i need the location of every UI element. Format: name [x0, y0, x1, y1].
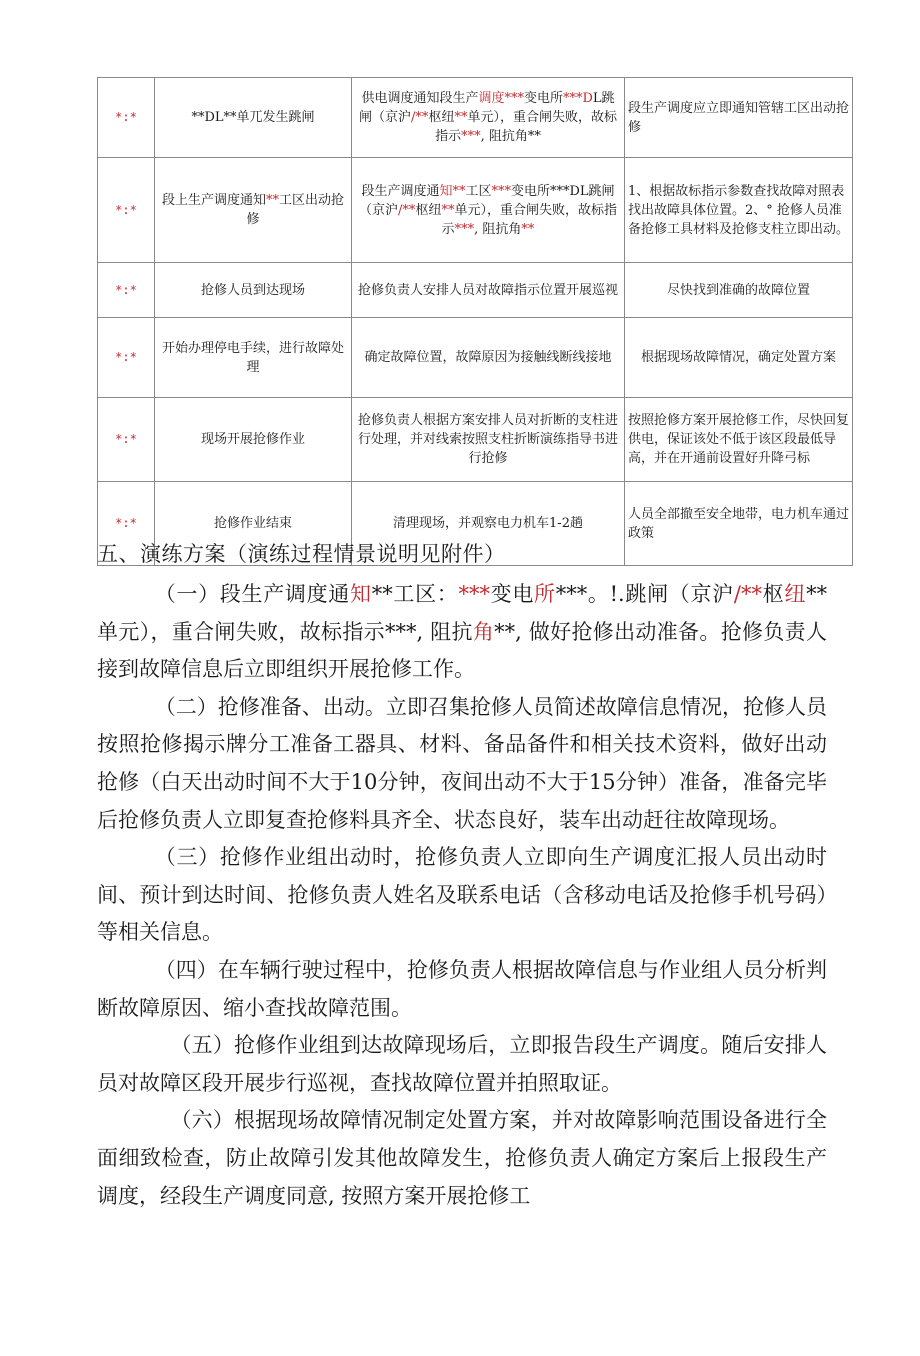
requirement-cell: 根据现场故障情况，确定处置方案 — [625, 318, 853, 398]
table-row — [98, 158, 853, 263]
paragraph: （六）根据现场故障情况制定处置方案，并对故障影响范围设备进行全面细致检查，防止故障引发其他故障发生，抢修负责人确定方案后上报段生产调度，经段生产调度同意, 按照方案开展抢修工 — [97, 1108, 827, 1208]
time-cell: *:* — [98, 398, 155, 482]
stage-cell: **DL**单兀发生跳闸 — [155, 78, 352, 158]
requirement-cell: 段生产调度应立即通知管辖工区出动抢修 — [625, 78, 853, 158]
table-row — [98, 318, 853, 398]
time-cell: *:* — [98, 158, 155, 263]
stage-cell: 现场开展抢修作业 — [155, 398, 352, 482]
requirement-cell: 1、根据故标指示参数查找故障对照表找出故障具体位置。2、° 抢修人员准备抢修工具材料及抢修支柱立即出动。 — [625, 158, 853, 263]
time-cell: *:* — [98, 263, 155, 318]
action-cell: 供电调度通知段生产调度***变电所***DL跳闸（京沪/**枢纽**单元），重合闸失败，故标指示***, 阻抗角** — [352, 78, 625, 158]
stage-cell: 段上生产调度通知**工区出动抢修 — [155, 158, 352, 263]
stage-cell: 开始办理停电手续，进行故障处理 — [155, 318, 352, 398]
time-cell: *:* — [98, 482, 155, 566]
action-cell: 清理现场，并观察电力机车1-2趟 — [352, 482, 625, 566]
requirement-cell: 尽快找到准确的故障位置 — [625, 263, 853, 318]
stage-cell: 抢修人员到达现场 — [155, 263, 352, 318]
table-row — [98, 398, 853, 482]
paragraph: （一）段生产调度通知**工区：***变电所***。!.跳闸（京沪/**枢纽**单元），重合闸失败，故标指示***, 阻抗角**, 做好抢修出动准备。抢修负责人接到故障信息后立即组织开展抢修工作。 — [97, 582, 828, 682]
requirement-cell: 按照抢修方案开展抢修工作，尽快回复供电，保证该处不低于该区段最低导高，并在开通前设置好升降弓标 — [625, 398, 853, 482]
table-row — [98, 263, 853, 318]
table-row — [98, 78, 853, 158]
paragraph: （五）抢修作业组到达故障现场后，立即报告段生产调度。随后安排人员对故障区段开展步行巡视，查找故障位置并拍照取证。 — [97, 1033, 827, 1095]
plan-body — [97, 576, 827, 1215]
requirement-cell: 人员全部撤至安全地带，电力机车通过政策 — [625, 482, 853, 566]
stage-cell: 抢修作业结束 — [155, 482, 352, 566]
time-cell: *:* — [98, 318, 155, 398]
action-cell: 抢修负责人安排人员对故障指示位置开展巡视 — [352, 263, 625, 318]
action-cell: 抢修负责人根据方案安排人员对折断的支柱进行处理，并对线索按照支柱折断演练指导书进行抢修 — [352, 398, 625, 482]
section-heading: 五、演练方案（演练过程情景说明见附件） — [97, 542, 506, 566]
paragraph: （四）在车辆行驶过程中，抢修负责人根据故障信息与作业组人员分析判断故障原因、缩小查找故障范围。 — [97, 957, 827, 1020]
paragraph: （二）抢修准备、出动。立即召集抢修人员简述故障信息情况，抢修人员按照抢修揭示牌分工准备工器具、材料、备品备件和相关技术资料，做好出动抢修（白天出动时间不大于10分钟，夜间出动不大于15分钟）准备，准备完毕后抢修负责人立即复查抢修料具齐全、状态良好，装车出动赶往故障现场。 — [97, 694, 827, 832]
time-cell: *:* — [98, 78, 155, 158]
paragraph: （三）抢修作业组出动时，抢修负责人立即向生产调度汇报人员出动时间、预计到达时间、抢修负责人姓名及联系电话（含移动电话及抢修手机号码）等相关信息。 — [97, 845, 827, 945]
action-cell: 确定故障位置，故障原因为接触线断线接地 — [352, 318, 625, 398]
action-cell: 段生产调度通知**工区***变电所***DL跳闸（京沪/**枢纽**单元），重合闸失败，故标指示***, 阻抗角** — [352, 158, 625, 263]
drill-procedure-table — [97, 77, 853, 566]
